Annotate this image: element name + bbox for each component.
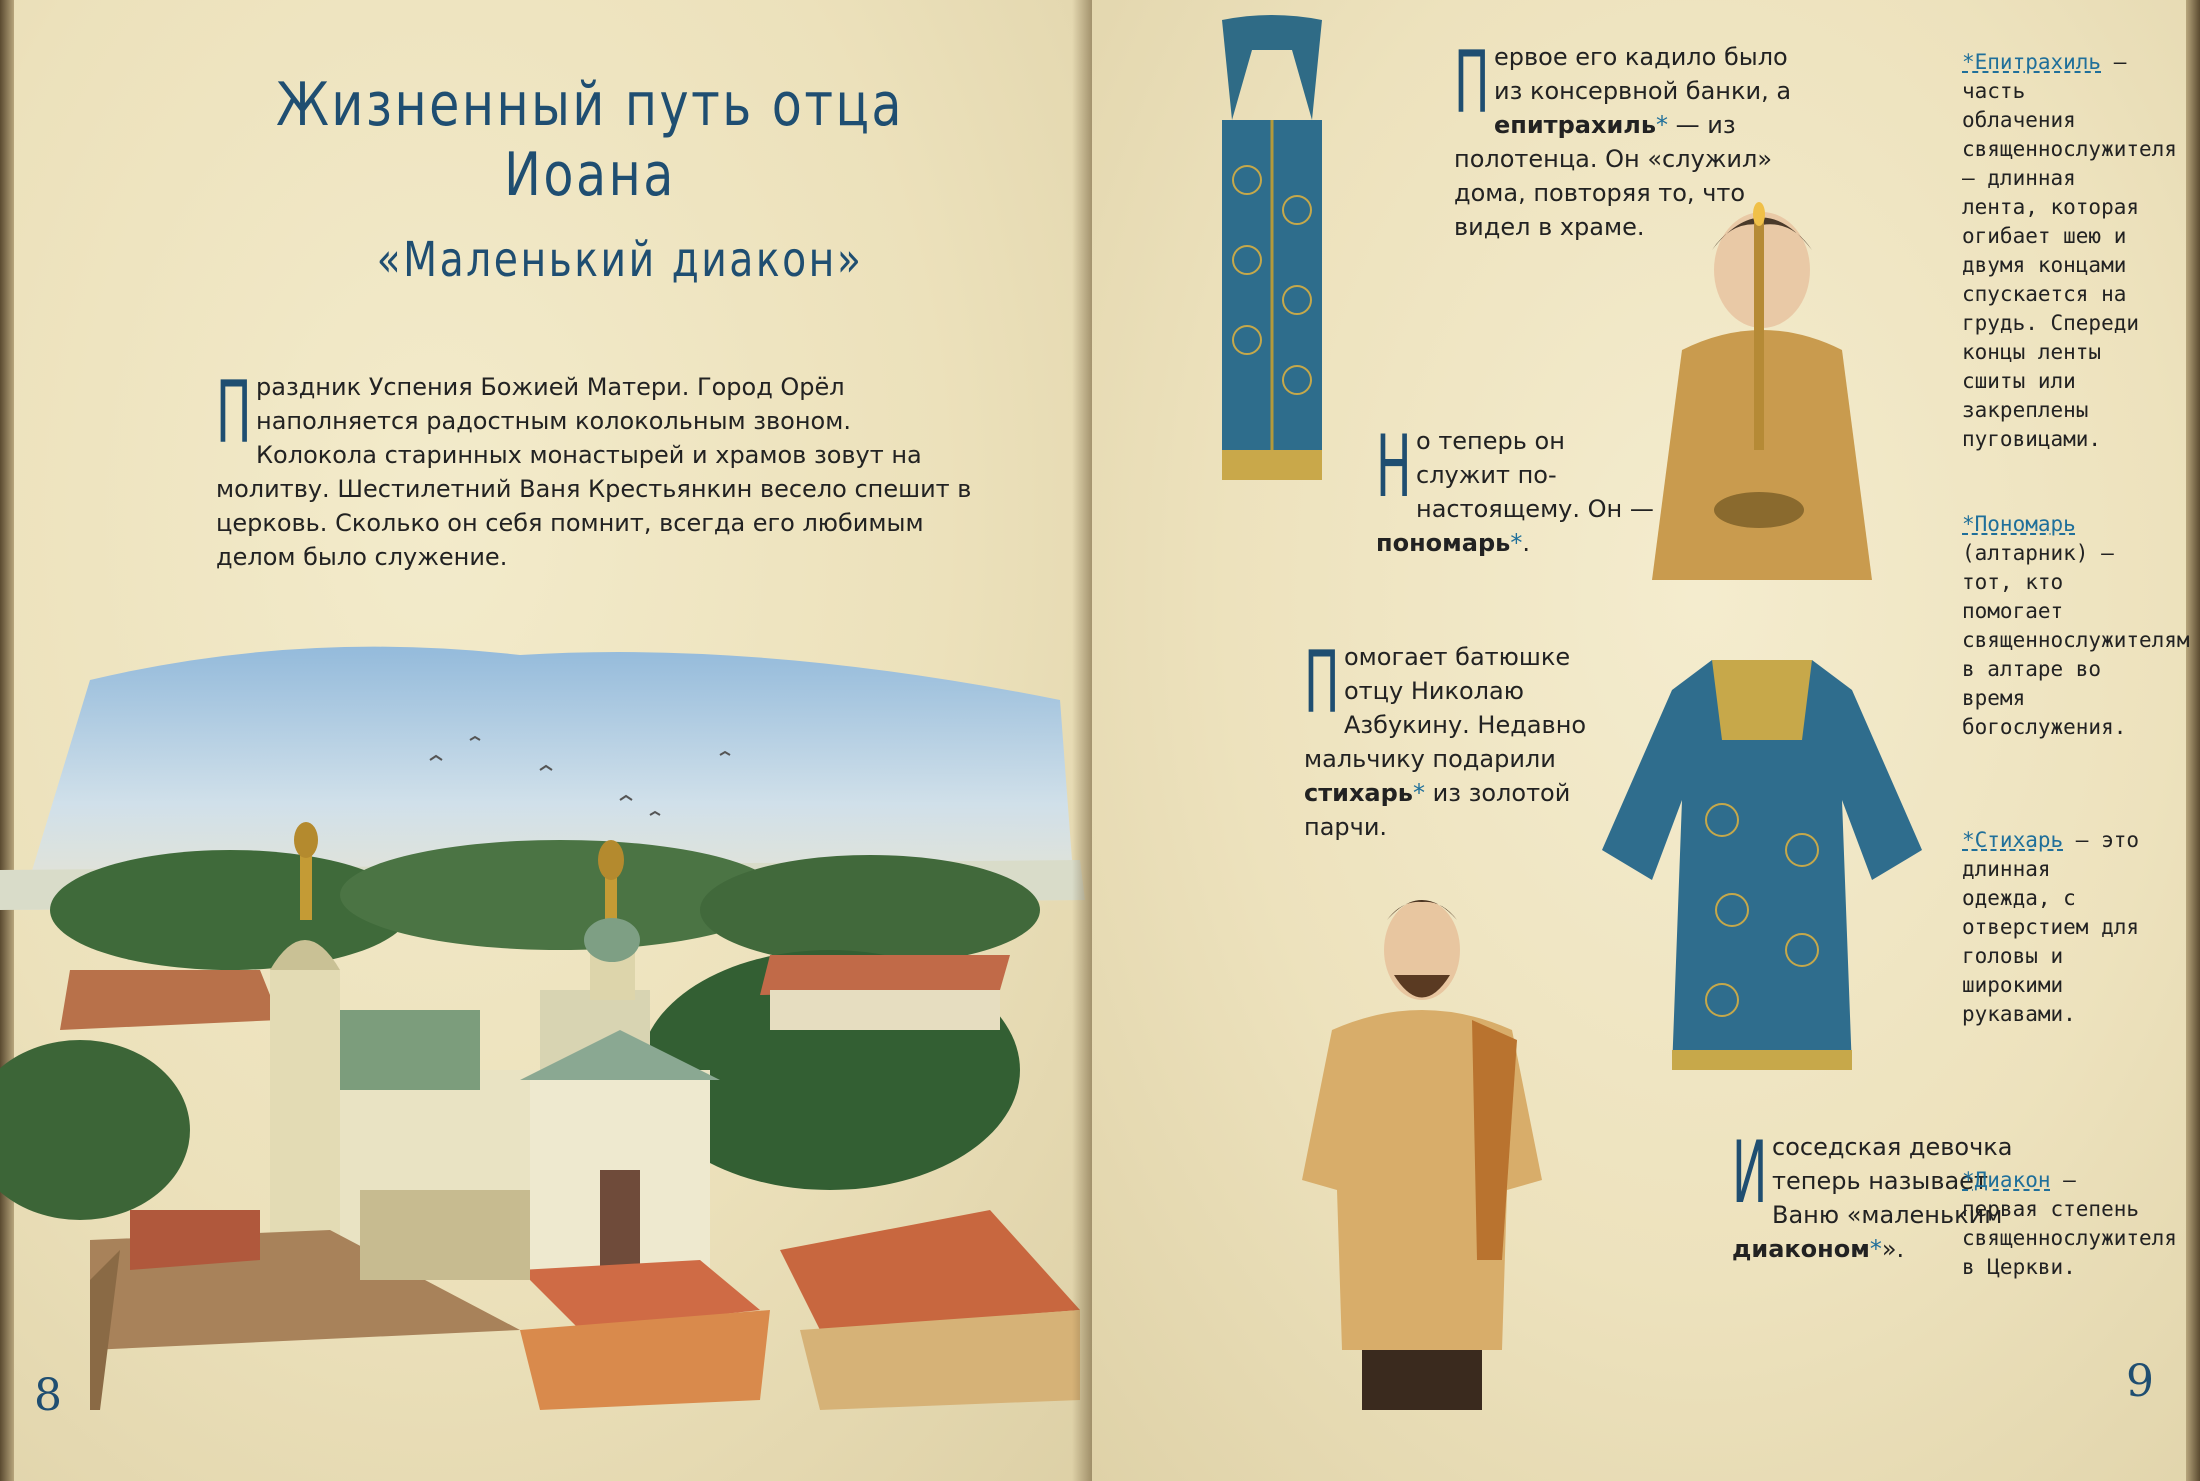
paragraph-text: омогает батюшке отцу Николаю Азбукину. Недавно мальчику подарили	[1304, 643, 1587, 773]
chapter-subtitle: «Маленький диакон»	[376, 232, 864, 288]
page-title: Жизненный путь отца Иоана	[275, 70, 905, 210]
page-edge	[2186, 0, 2200, 1481]
note-term	[1962, 50, 2101, 74]
note-text: (алтарник) — тот, кто помогает священнослужителям в алтаре во время богослужения.	[1962, 541, 2190, 739]
page-number: 9	[2126, 1356, 2154, 1407]
dropcap: П	[1454, 33, 1490, 133]
bold-term: диаконом	[1732, 1235, 1870, 1263]
paragraph-text: соседская девочка теперь называет Ваню «маленьким	[1772, 1133, 2013, 1229]
note-deacon	[1962, 1166, 2177, 1282]
bold-term: пономарь	[1376, 529, 1511, 557]
paragraph-text: .	[1522, 529, 1530, 557]
right-page	[1092, 0, 2200, 1481]
paragraph-2	[1376, 417, 1666, 560]
paragraph-text: из золотой парчи.	[1304, 779, 1571, 841]
bold-term: епитрахиль	[1494, 111, 1657, 139]
town-illustration	[0, 610, 1092, 1410]
intro-text: раздник Успения Божией Матери. Город Орёл наполняется радостным колокольным звоном. Колокола старинных монастырей и храмов зовут на молитву. Шестилетний Ваня Крестьянкин весело спешит в церковь. Сколько он себя помнит, всегда его любимым делом было служение.	[216, 373, 972, 571]
boy-with-candle-illustration	[1642, 190, 1882, 580]
note-term	[1962, 1168, 2051, 1192]
paragraph-text: ».	[1881, 1235, 1905, 1263]
note-sticharion	[1962, 826, 2142, 1029]
note-epitrachelion	[1962, 48, 2177, 454]
bold-term: стихарь	[1304, 779, 1413, 807]
note-term-text: *Епитрахиль	[1962, 50, 2102, 74]
footnote-star: *	[1869, 1235, 1882, 1263]
paragraph-text: о теперь он служит по-настоящему. Он —	[1416, 427, 1654, 523]
note-text: — это длинная одежда, с отверстием для головы и широкими рукавами.	[1962, 828, 2140, 1026]
dropcap: П	[1304, 633, 1340, 733]
footnote-star: *	[1412, 779, 1425, 807]
dropcap: И	[1732, 1123, 1768, 1223]
sticharion-illustration	[1602, 650, 1922, 1090]
page-number: 8	[34, 1370, 62, 1421]
note-term-text: *Пономарь	[1962, 512, 2076, 536]
note-text: — часть облачения священнослужителя — длинная лента, которая огибает шею и двумя концами спускается на грудь. Спереди концы ленты сшиты или закреплены пуговицами.	[1962, 50, 2177, 451]
paragraph-text: ервое его кадило было из консервной банки, а	[1494, 43, 1792, 105]
note-term-text: *Диакон	[1962, 1168, 2051, 1192]
left-page	[0, 0, 1092, 1481]
footnote-star: *	[1656, 111, 1669, 139]
note-text: — первая степень священнослужителя в Церкви.	[1962, 1168, 2177, 1279]
note-ponomar	[1962, 510, 2190, 742]
stole-illustration	[1202, 10, 1342, 490]
deacon-illustration	[1272, 880, 1572, 1420]
note-term	[1962, 512, 2076, 536]
dropcap: П	[216, 363, 252, 463]
intro-paragraph	[216, 363, 976, 574]
dropcap: Н	[1376, 417, 1412, 517]
paragraph-text: — из полотенца. Он «служил» дома, повторяя то, что видел в храме.	[1454, 111, 1773, 241]
footnote-star: *	[1510, 529, 1523, 557]
note-term	[1962, 828, 2063, 852]
paragraph-3	[1304, 633, 1634, 844]
note-term-text: *Стихарь	[1962, 828, 2064, 852]
